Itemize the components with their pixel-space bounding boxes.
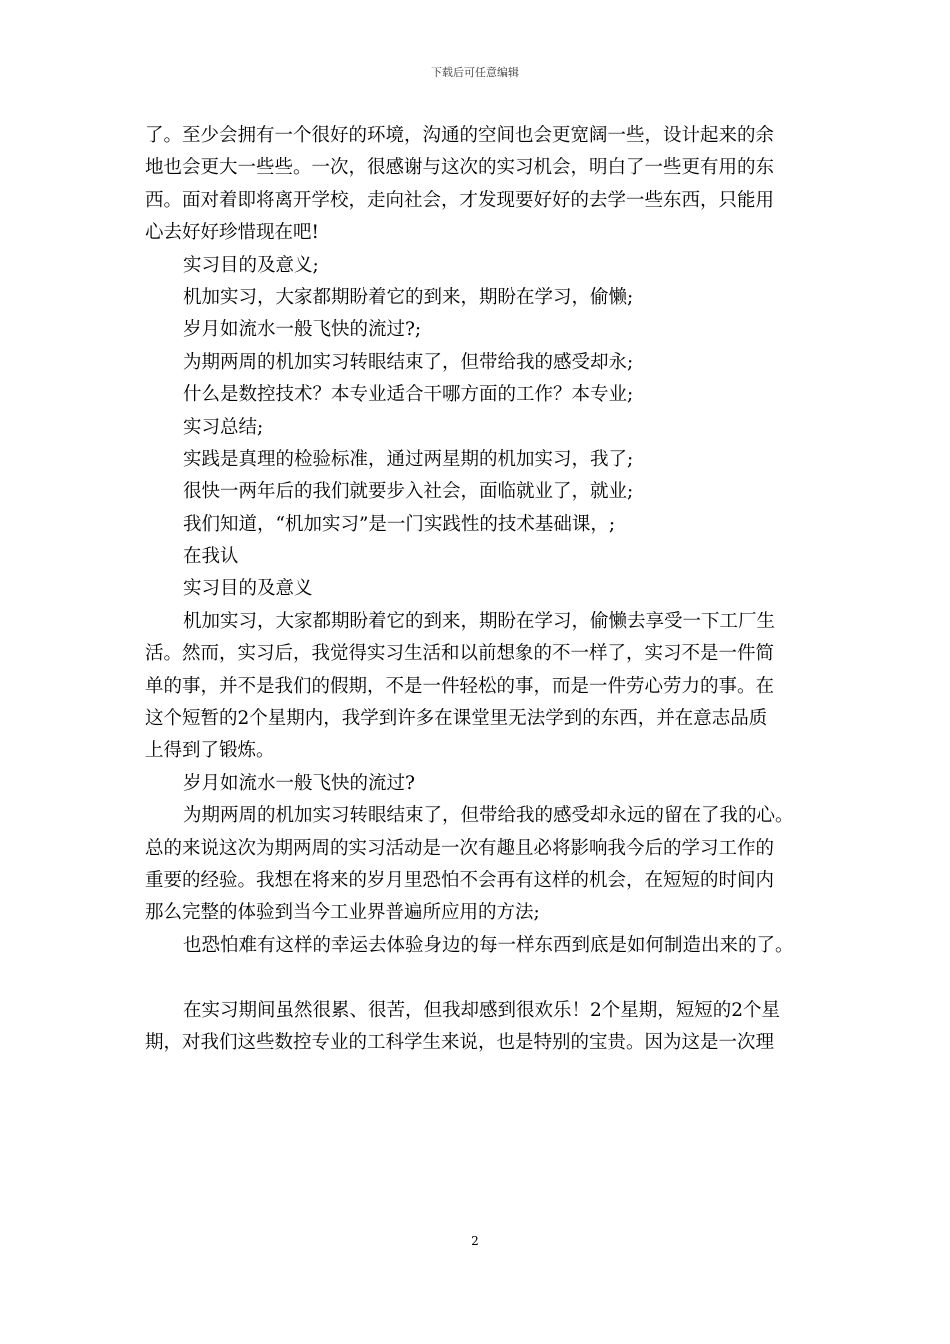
text-line: 总的来说这次为期两周的实习活动是一次有趣且必将影响我今后的学习工作的 [145,837,775,859]
list-item: 为期两周的机加实习转眼结束了，但带给我的感受却永; [183,351,634,373]
section-heading: 实习总结; [183,416,264,438]
text-line: 那么完整的体验到当今工业界普遍所应用的方法; [145,902,540,924]
section-heading: 岁月如流水一般飞快的流过? [183,772,415,794]
paragraph-gap [145,962,810,994]
section-heading: 实习目的及意义 [183,578,313,600]
section-heading: 实习目的及意义; [183,254,319,276]
text-line: 西。面对着即将离开学校，走向社会，才发现要好好的去学一些东西，只能用 [145,189,775,211]
text-line: 心去好好珍惜现在吧! [145,222,319,244]
list-item: 很快一两年后的我们就要步入社会，面临就业了，就业; [183,481,634,503]
list-item: 机加实习，大家都期盼着它的到来，期盼在学习，偷懒; [183,286,634,308]
list-item: 在我认 [183,546,239,568]
text-line: 单的事，并不是我们的假期，不是一件轻松的事，而是一件劳心劳力的事。在 [145,675,775,697]
page-header: 下载后可任意编辑 [431,66,519,79]
text-line: 重要的经验。我想在将来的岁月里恐怕不会再有这样的机会，在短短的时间内 [145,869,775,891]
paragraph-start: 为期两周的机加实习转眼结束了，但带给我的感受却永远的留在了我的心。 [183,805,794,827]
page-number: 2 [471,1234,479,1248]
text-line: 上得到了锻炼。 [145,740,275,762]
text-line: 这个短暂的2个星期内，我学到许多在课堂里无法学到的东西，并在意志品质 [145,708,768,730]
paragraph-start: 也恐怕难有这样的幸运去体验身边的每一样东西到底是如何制造出来的了。 [183,934,794,956]
document-body [145,120,810,1059]
list-item: 什么是数控技术？本专业适合干哪方面的工作？本专业; [183,384,634,406]
list-item: 岁月如流水一般飞快的流过?; [183,319,422,341]
list-item: 实践是真理的检验标准，通过两星期的机加实习，我了; [183,448,634,470]
paragraph-start: 机加实习，大家都期盼着它的到来，期盼在学习，偷懒去享受一下工厂生 [183,610,776,632]
text-line: 活。然而，实习后，我觉得实习生活和以前想象的不一样了，实习不是一件简 [145,643,775,665]
paragraph-start: 在实习期间虽然很累、很苦，但我却感到很欢乐！2个星期，短短的2个星 [183,999,781,1021]
list-item: 我们知道，“机加实习”是一门实践性的技术基础课，; [183,513,616,535]
text-line: 了。至少会拥有一个很好的环境，沟通的空间也会更宽阔一些，设计起来的余 [145,125,775,146]
text-line: 地也会更大一些些。一次，很感谢与这次的实习机会，明白了一些更有用的东 [145,157,775,179]
text-line: 期，对我们这些数控专业的工科学生来说，也是特别的宝贵。因为这是一次理 [145,1031,775,1053]
